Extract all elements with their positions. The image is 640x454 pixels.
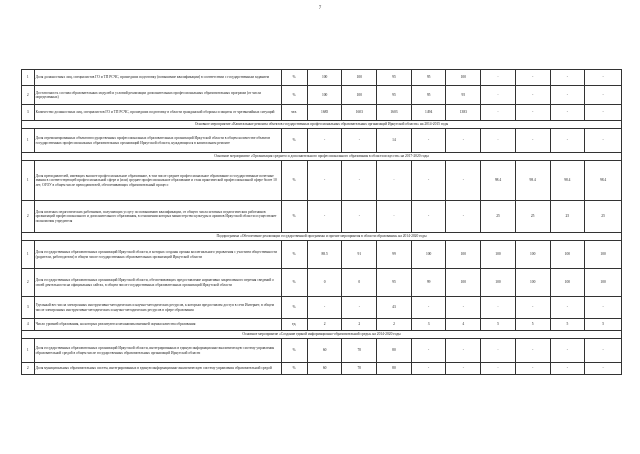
row-number: 2 (22, 269, 35, 297)
value-cell: - (342, 129, 377, 153)
value-cell: - (481, 86, 516, 105)
value-cell: - (377, 201, 412, 233)
table-row (22, 269, 622, 297)
value-cell: 43 (377, 297, 412, 319)
value-cell: 95 (446, 86, 481, 105)
unit-cell: % (281, 70, 307, 86)
value-cell: - (307, 201, 342, 233)
table-row (22, 201, 622, 233)
value-cell: - (550, 70, 585, 86)
indicator-name: Доля государственных образовательных организаций Иркутской области, в которых созданы органы коллегиального управления с участием общественности (родители, работодатели) в общем числе государственных образовательных организаций Иркутской области (34, 241, 281, 269)
value-cell: 98.4 (585, 161, 622, 201)
value-cell: 1383 (446, 105, 481, 121)
page-number: 7 (318, 6, 322, 11)
indicator-name: Достаточность состава образовательных модулей и условий реализации дополнительных профессиональных образовательных программ (от числа определенных) (34, 86, 281, 105)
value-cell: - (446, 161, 481, 201)
unit-cell: % (281, 161, 307, 201)
value-cell: 100 (515, 241, 550, 269)
row-number: 1 (22, 161, 35, 201)
section-heading: Основное мероприятие «Организация среднего и дополнительного профессионального образования в области искусств» на 2017-2020 годы (22, 153, 622, 161)
value-cell: 100 (550, 241, 585, 269)
value-cell: 100 (446, 269, 481, 297)
value-cell: - (515, 363, 550, 375)
value-cell: 100 (342, 70, 377, 86)
value-cell: - (307, 129, 342, 153)
value-cell: - (446, 339, 481, 363)
value-cell: 60 (307, 339, 342, 363)
value-cell: - (550, 297, 585, 319)
value-cell: - (585, 105, 622, 121)
value-cell: 2 (342, 319, 377, 331)
value-cell: 100 (550, 269, 585, 297)
value-cell: 1603 (377, 105, 412, 121)
value-cell: 5 (481, 319, 516, 331)
value-cell: 70 (342, 339, 377, 363)
section-heading: Основное мероприятие «Создание единой информационно-образовательной среды» на 2014-2020 годы (22, 331, 622, 339)
indicator-name: Удельный вес числа электронных инструктивно-методических и научно-методических ресурсов, к которым предоставлен доступ в сети Интернет, в общем числе электронных инструктивно-методических и научно-методических ресурсов в сфере образования (34, 297, 281, 319)
unit-cell: % (281, 339, 307, 363)
row-number: 1 (22, 70, 35, 86)
value-cell: 5 (515, 319, 550, 331)
section-heading: Подпрограмма «Обеспечение реализации государственной программы и прочие мероприятия в области образования» на 2014-2020 годы (22, 233, 622, 241)
row-number: 4 (22, 319, 35, 331)
value-cell: 70 (342, 363, 377, 375)
indicator-name: Доля преподавателей, имеющих высшее профессиональное образование, в том числе среднее профессиональное образование и государственные почетные звания в соответствующей профессиональной сфере и (или) среднее профессиональное образование и стаж практической профессиональной сфере более 10 лет, ОГОУ в общем числе преподавателей, обеспечивающих образовательный процесс (34, 161, 281, 201)
value-cell: 2 (377, 319, 412, 331)
value-cell: - (377, 161, 412, 201)
value-cell: - (515, 86, 550, 105)
value-cell: 100 (411, 241, 446, 269)
indicator-name: Доля государственных образовательных организаций Иркутской области, интегрированных в единую информационно-аналитическую систему управления образовательной средой в общем числе государственных образовательных организаций Иркутской области (34, 339, 281, 363)
value-cell: - (481, 70, 516, 86)
row-number: 2 (22, 86, 35, 105)
value-cell: 0 (307, 269, 342, 297)
row-number: 1 (22, 129, 35, 153)
section-heading-row (22, 153, 622, 161)
unit-cell: ед. (281, 319, 307, 331)
value-cell: 2 (307, 319, 342, 331)
value-cell: 25 (481, 201, 516, 233)
value-cell: 100 (307, 86, 342, 105)
unit-cell: % (281, 201, 307, 233)
indicator-name: Число уровней образования, на которых реализуются механизмы внешней оценки качества образования (34, 319, 281, 331)
table-row (22, 70, 622, 86)
table-row (22, 129, 622, 153)
value-cell: 80 (377, 363, 412, 375)
table-row (22, 319, 622, 331)
value-cell: 98.4 (515, 161, 550, 201)
value-cell: 1494 (411, 105, 446, 121)
value-cell: 91 (342, 241, 377, 269)
value-cell: - (411, 201, 446, 233)
value-cell: 80 (377, 339, 412, 363)
value-cell: 5 (550, 319, 585, 331)
value-cell: 14 (377, 129, 412, 153)
value-cell: 100 (307, 70, 342, 86)
unit-cell: % (281, 129, 307, 153)
value-cell: 95 (377, 70, 412, 86)
table-row (22, 363, 622, 375)
value-cell: - (411, 297, 446, 319)
row-number: 1 (22, 241, 35, 269)
indicator-name: Количество должностных лиц, специалистов ГО и ТП РСЧС, прошедших подготовку в области гражданской обороны и защиты от чрезвычайных ситуаций (34, 105, 281, 121)
value-cell: 25 (550, 201, 585, 233)
value-cell: - (585, 86, 622, 105)
value-cell: - (585, 363, 622, 375)
value-cell: - (411, 161, 446, 201)
value-cell: 1685 (307, 105, 342, 121)
table-row (22, 297, 622, 319)
unit-cell: % (281, 269, 307, 297)
value-cell: 99 (377, 241, 412, 269)
value-cell: - (585, 70, 622, 86)
value-cell: - (550, 105, 585, 121)
indicator-name: Доля штатных педагогических работников, получающих услугу по повышению квалификации, от общего числа штатных педагогических работников организаций профессионального и дополнительного образования, в отношении которых министерство культуры и архивов Иркутской области осуществляет полномочия учредителя (34, 201, 281, 233)
table-row (22, 161, 622, 201)
value-cell: - (411, 363, 446, 375)
unit-cell: % (281, 86, 307, 105)
value-cell: - (446, 201, 481, 233)
section-heading-row (22, 331, 622, 339)
value-cell: 4 (446, 319, 481, 331)
table-row (22, 105, 622, 121)
value-cell: - (411, 339, 446, 363)
value-cell: 25 (515, 201, 550, 233)
unit-cell: чел. (281, 105, 307, 121)
value-cell: 3 (411, 319, 446, 331)
value-cell: 100 (481, 269, 516, 297)
value-cell: - (481, 339, 516, 363)
unit-cell: % (281, 363, 307, 375)
value-cell: 100 (446, 70, 481, 86)
value-cell: 95 (411, 70, 446, 86)
value-cell: - (307, 161, 342, 201)
value-cell: 60 (307, 363, 342, 375)
value-cell: - (515, 297, 550, 319)
value-cell: 88.5 (307, 241, 342, 269)
value-cell: 99 (411, 269, 446, 297)
row-number: 1 (22, 339, 35, 363)
value-cell: - (515, 339, 550, 363)
value-cell: 95 (377, 86, 412, 105)
value-cell: - (481, 105, 516, 121)
value-cell: 95 (411, 86, 446, 105)
value-cell: 98.4 (481, 161, 516, 201)
row-number: 3 (22, 105, 35, 121)
value-cell: - (585, 339, 622, 363)
value-cell: - (446, 363, 481, 375)
value-cell: 100 (342, 86, 377, 105)
value-cell: - (550, 86, 585, 105)
row-number: 3 (22, 297, 35, 319)
value-cell: 98.4 (550, 161, 585, 201)
unit-cell: % (281, 241, 307, 269)
value-cell: 100 (585, 269, 622, 297)
value-cell: - (585, 297, 622, 319)
section-heading: Основное мероприятие «Капитальные ремонты объектов государственных профессиональных образовательных организаций Иркутской области» на 2014-2015 годы (22, 121, 622, 129)
value-cell: - (550, 339, 585, 363)
value-cell: - (446, 297, 481, 319)
value-cell: - (550, 129, 585, 153)
value-cell: - (550, 363, 585, 375)
value-cell: - (515, 129, 550, 153)
indicator-name: Доля отремонтированных объектовгосударственных профессиональных образовательных организаций Иркутской области в общем количестве объектов государственных профессиональных образовательных организаций Иркутской области, нуждающихся в капитальном ремонте (34, 129, 281, 153)
indicator-name: Доля государственных образовательных организаций Иркутской области, обеспечивающих предоставление нормативно закрепленного перечня сведений о своей деятельности на официальных сайтах, в общем числе государственных образовательных организаций Иркутской области (34, 269, 281, 297)
value-cell: 100 (446, 241, 481, 269)
value-cell: - (411, 129, 446, 153)
value-cell: 100 (515, 269, 550, 297)
value-cell: 5 (585, 319, 622, 331)
section-heading-row (22, 233, 622, 241)
indicators-table (21, 69, 622, 375)
value-cell: 95 (377, 269, 412, 297)
unit-cell: % (281, 297, 307, 319)
value-cell: - (585, 129, 622, 153)
value-cell: - (342, 161, 377, 201)
indicator-name: Доля муниципальных образовательных систем, интегрированных в единую информационно-аналитическую систему управления образовательной средой (34, 363, 281, 375)
value-cell: - (342, 297, 377, 319)
value-cell: - (446, 129, 481, 153)
value-cell: - (481, 297, 516, 319)
indicator-name: Доля должностных лиц, специалистов ГО и ТП РСЧС, прошедших подготовку (повышение квалификации) в соответствии с государственным заданием (34, 70, 281, 86)
row-number: 2 (22, 363, 35, 375)
row-number: 2 (22, 201, 35, 233)
value-cell: 100 (585, 241, 622, 269)
value-cell: 1603 (342, 105, 377, 121)
value-cell: 0 (342, 269, 377, 297)
table-row (22, 86, 622, 105)
table-row (22, 241, 622, 269)
value-cell: - (481, 129, 516, 153)
value-cell: - (515, 105, 550, 121)
value-cell: - (481, 363, 516, 375)
value-cell: 100 (481, 241, 516, 269)
value-cell: - (515, 70, 550, 86)
value-cell: - (307, 297, 342, 319)
section-heading-row (22, 121, 622, 129)
value-cell: - (342, 201, 377, 233)
value-cell: 25 (585, 201, 622, 233)
table-row (22, 339, 622, 363)
